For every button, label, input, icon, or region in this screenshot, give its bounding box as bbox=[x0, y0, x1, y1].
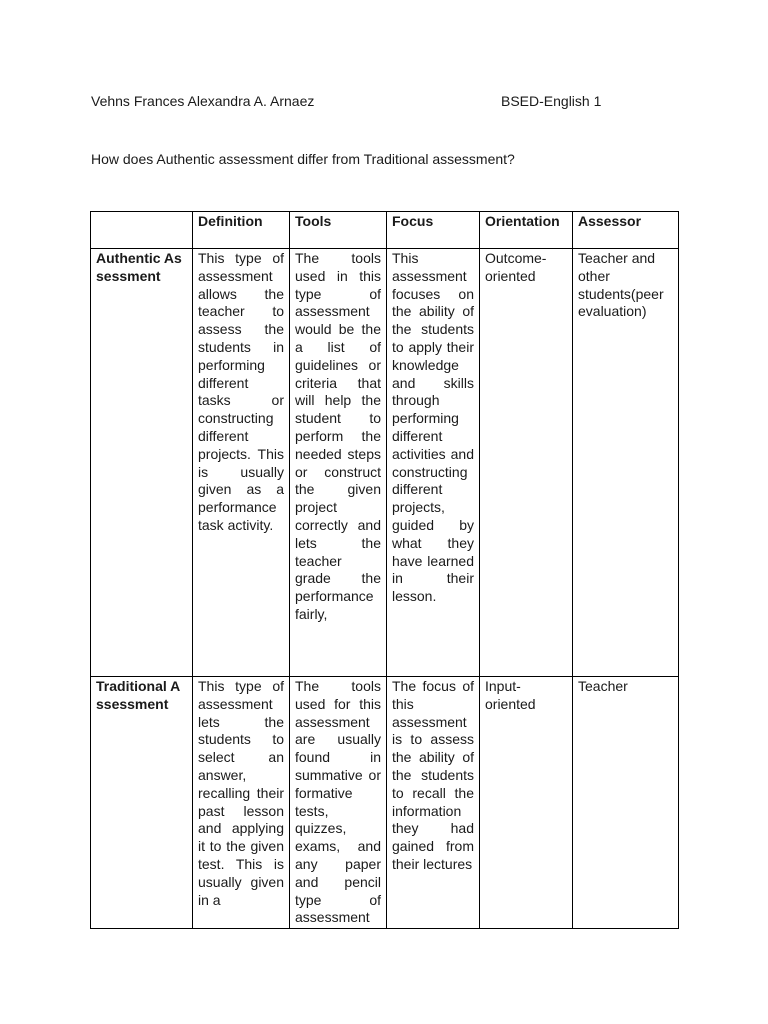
course-label: BSED-English 1 bbox=[501, 93, 602, 109]
table-row-traditional bbox=[91, 677, 679, 929]
document-header bbox=[91, 93, 691, 113]
cell-traditional-focus: The focus of this assessment is to assess the ability of the students to recall the information they had gained from their lectures bbox=[387, 677, 480, 929]
cell-traditional-tools: The tools used for this assessment are usually found in summative or formative tests, quizzes, exams, and any paper and pencil type of assessment bbox=[290, 677, 387, 929]
header-cell-focus: Focus bbox=[387, 212, 480, 249]
header-cell-assessor: Assessor bbox=[573, 212, 679, 249]
cell-authentic-assessor: Teacher and other students(peer evaluation) bbox=[573, 249, 679, 677]
cell-traditional-orientation: Input-oriented bbox=[480, 677, 573, 929]
cell-authentic-definition: This type of assessment allows the teacher to assess the students in performing different tasks or constructing different projects. This is usually given as a performance task activity. bbox=[193, 249, 290, 677]
table-row-authentic bbox=[91, 249, 679, 677]
cell-authentic-orientation: Outcome-oriented bbox=[480, 249, 573, 677]
comparison-table bbox=[90, 211, 679, 929]
question-text: How does Authentic assessment differ from Traditional assessment? bbox=[91, 151, 515, 167]
table-header-row bbox=[91, 212, 679, 249]
cell-authentic-tools: The tools used in this type of assessment would be the a list of guidelines or criteria that will help the student to perform the needed steps or construct the given project correctly and lets the teacher grade the performance fairly, bbox=[290, 249, 387, 677]
header-cell-blank bbox=[91, 212, 193, 249]
row-label-authentic: Authentic Assessment bbox=[91, 249, 193, 677]
header-cell-tools: Tools bbox=[290, 212, 387, 249]
author-name: Vehns Frances Alexandra A. Arnaez bbox=[91, 93, 315, 109]
header-cell-definition: Definition bbox=[193, 212, 290, 249]
cell-traditional-definition: This type of assessment lets the students to select an answer, recalling their past lesson and applying it to the given test. This is usually given in a bbox=[193, 677, 290, 929]
cell-traditional-assessor: Teacher bbox=[573, 677, 679, 929]
row-label-traditional: Traditional Assessment bbox=[91, 677, 193, 929]
cell-authentic-focus: This assessment focuses on the ability of the students to apply their knowledge and skills through performing different activities and constructing different projects, guided by what they have learned in their lesson. bbox=[387, 249, 480, 677]
header-cell-orientation: Orientation bbox=[480, 212, 573, 249]
